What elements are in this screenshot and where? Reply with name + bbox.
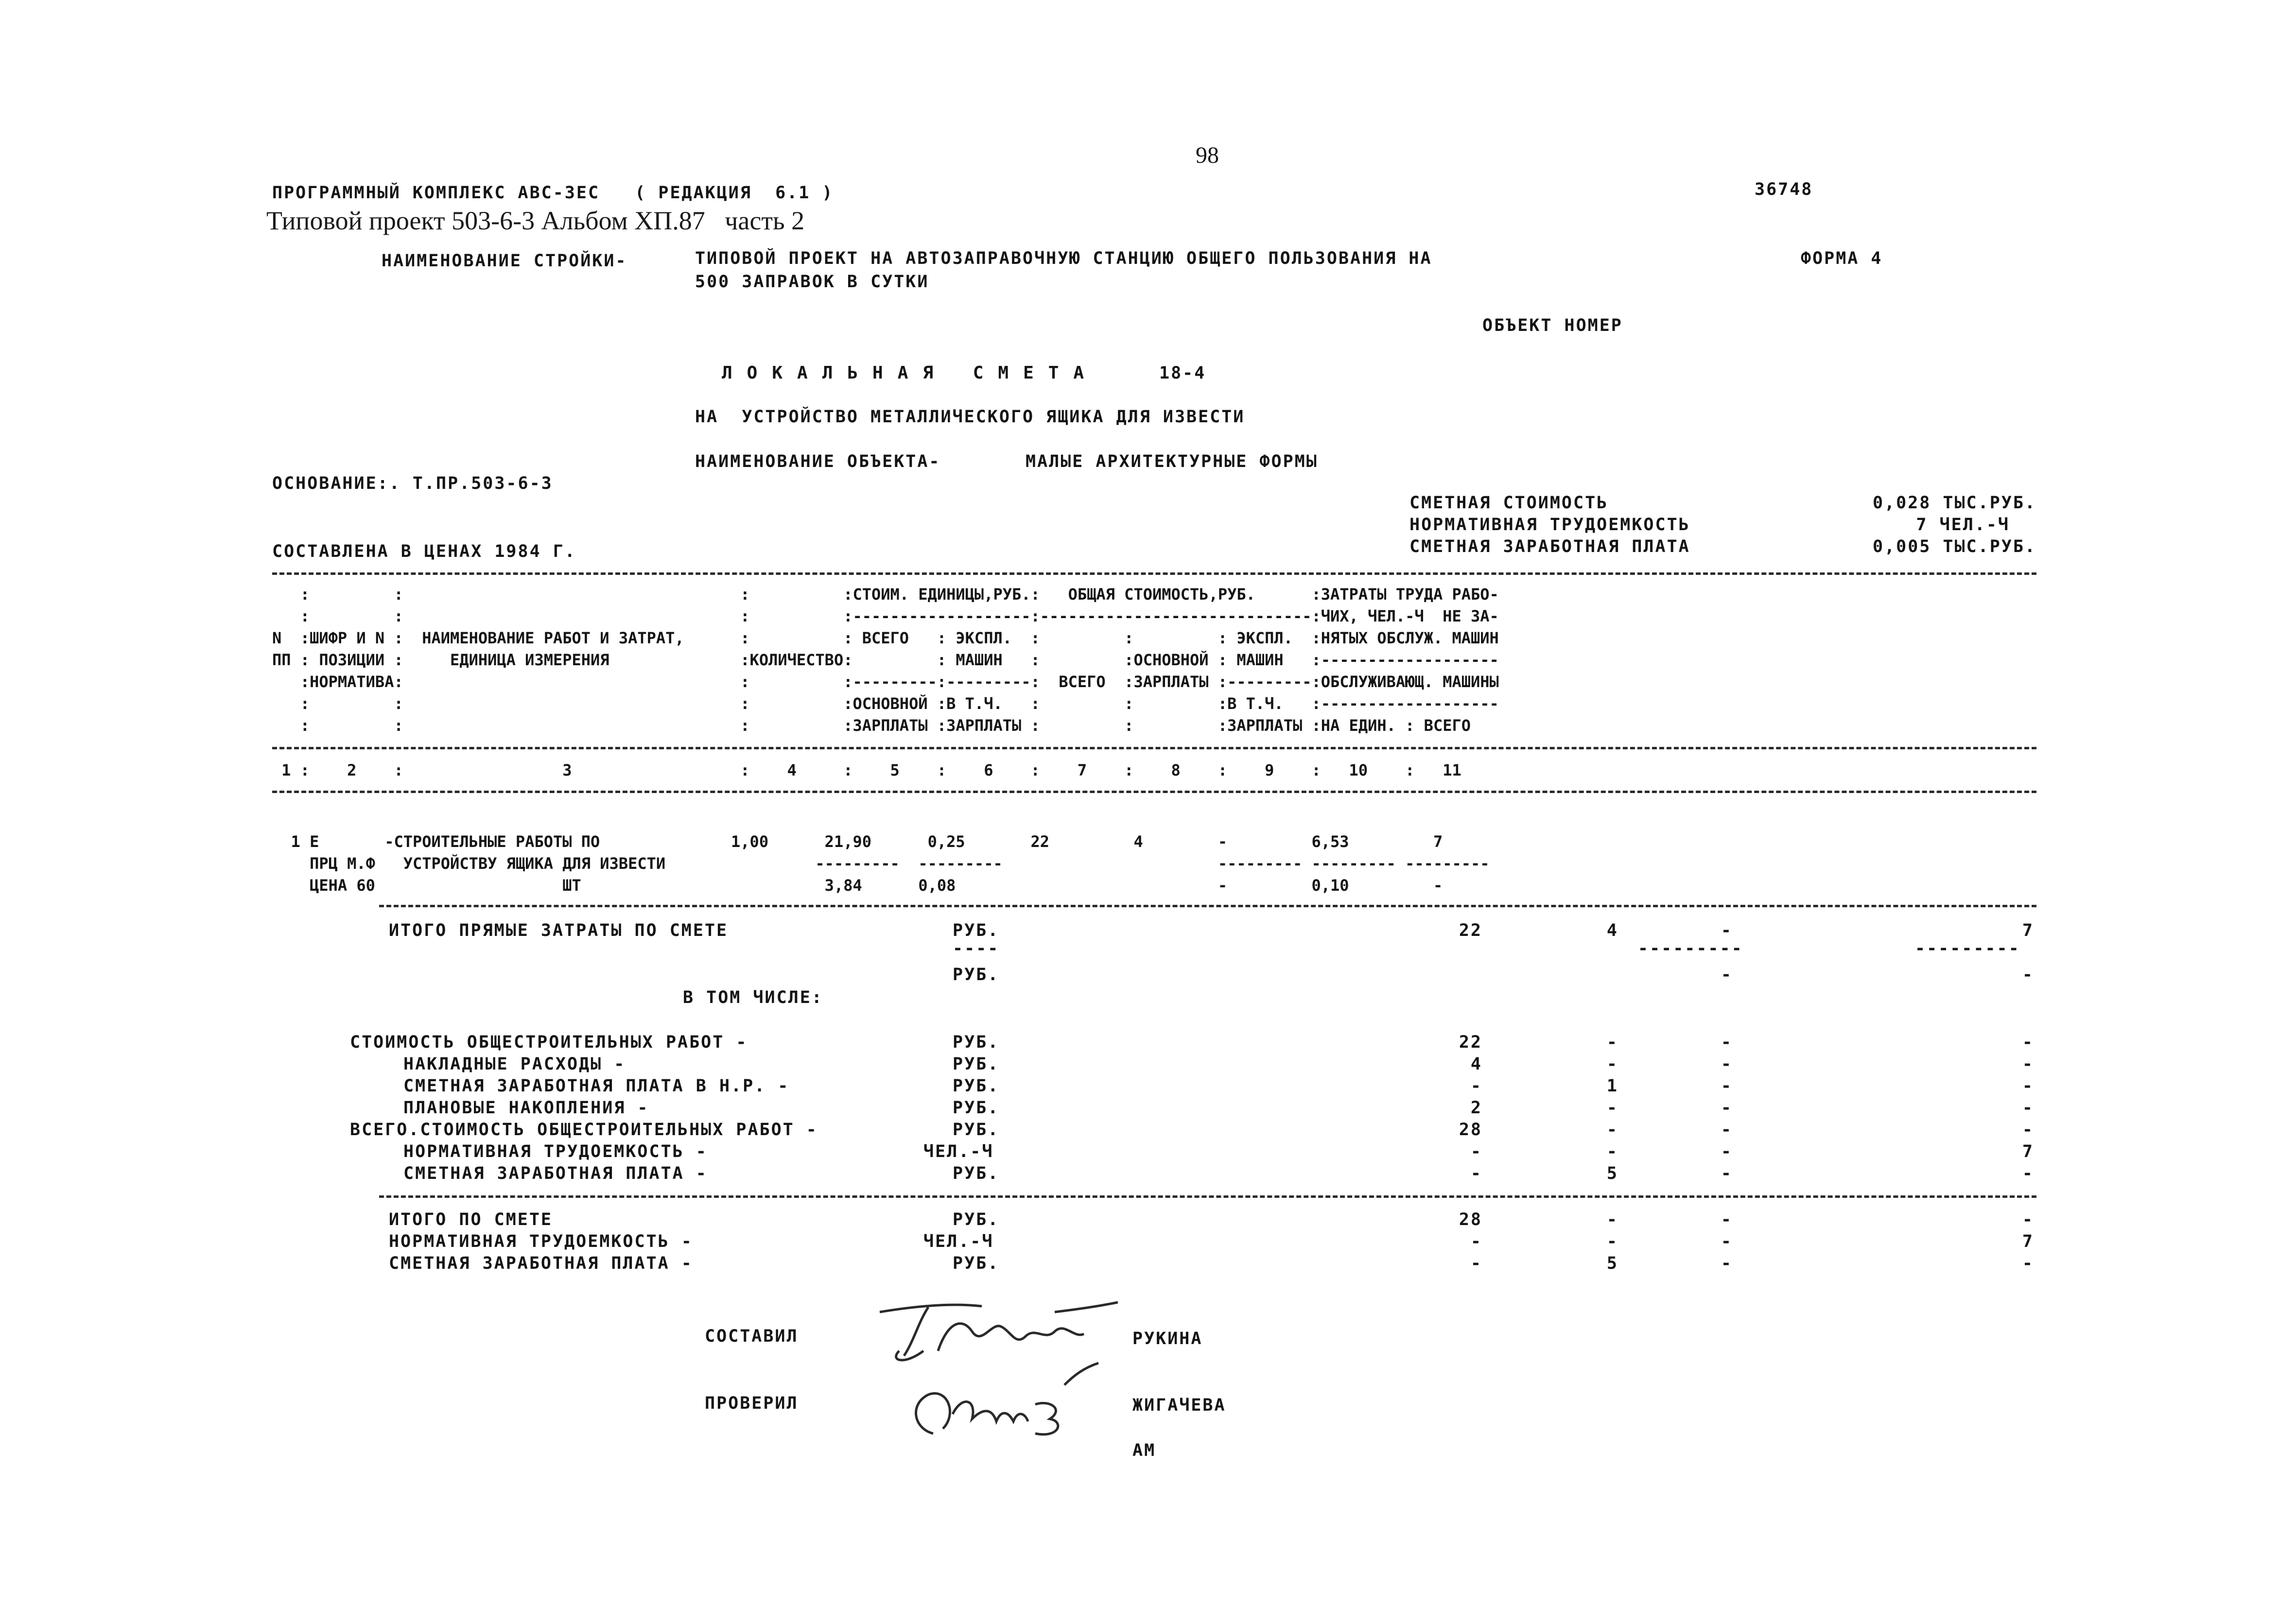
breakdown-total: - [1470,1142,1482,1161]
breakdown-machines: - [1721,1076,1733,1096]
footer-note: АМ [1132,1441,1156,1460]
breakdown-label: СТОИМОСТЬ ОБЩЕСТРОИТЕЛЬНЫХ РАБОТ - [350,1033,748,1052]
totals-total: - [1470,1232,1482,1251]
breakdown-labor: - [2022,1120,2034,1140]
breakdown-total: 22 [1459,1033,1482,1052]
direct-costs-label: ИТОГО ПРЯМЫЕ ЗАТРАТЫ ПО СМЕТЕ [389,921,729,940]
direct-costs-unit: РУБ. [953,921,1000,940]
prices-year: СОСТАВЛЕНА В ЦЕНАХ 1984 Г. [272,542,576,561]
form-label: ФОРМА 4 [1801,249,1883,268]
signature-name-compiled: РУКИНА [1132,1329,1203,1348]
breakdown-unit: РУБ. [953,1076,1000,1096]
signature-checked [904,1361,1108,1453]
breakdown-wages: 5 [1606,1164,1618,1183]
object-number: ОБЪЕКТ НОМЕР [1482,316,1623,335]
breakdown-machines: - [1721,1164,1733,1183]
construction-label: НАИМЕНОВАНИЕ СТРОЙКИ- [382,251,627,271]
breakdown-labor: - [2022,1164,2034,1183]
totals-label: ИТОГО ПО СМЕТЕ [389,1210,553,1229]
dash-mark: --------- [1638,939,1743,958]
breakdown-labor: - [2022,1098,2034,1118]
breakdown-wages: - [1606,1142,1618,1161]
direct-costs-total: 22 [1459,921,1482,940]
totals-machines: - [1721,1232,1733,1251]
signature-role-checked: ПРОВЕРИЛ [705,1394,799,1413]
breakdown-total: 28 [1459,1120,1482,1140]
summary-value-cost: 0,028 ТЫС.РУБ. [1872,493,2036,513]
construction-name-1: ТИПОВОЙ ПРОЕКТ НА АВТОЗАПРАВОЧНУЮ СТАНЦИЮ ОБЩЕГО ПОЛЬЗОВАНИЯ НА [695,249,1432,268]
dash-mark: ---- [953,939,1000,958]
breakdown-machines: - [1721,1098,1733,1118]
breakdown-unit: РУБ. [953,1033,1000,1052]
direct-costs-labor: 7 [2022,921,2034,940]
totals-unit: ЧЕЛ.-Ч [923,1232,994,1251]
totals-label: СМЕТНАЯ ЗАРАБОТНАЯ ПЛАТА - [389,1254,693,1273]
table-header-line: ПП : ПОЗИЦИИ : ЕДИНИЦА ИЗМЕРЕНИЯ :КОЛИЧЕСТВО: : МАШИН : :ОСНОВНОЙ : МАШИН :------------------- [272,651,1499,669]
breakdown-wages: - [1606,1054,1618,1074]
breakdown-labor: - [2022,1054,2034,1074]
breakdown-wages: - [1606,1098,1618,1118]
breakdown-machines: - [1721,1142,1733,1161]
software-line: ПРОГРАММНЫЙ КОМПЛЕКС АВС-3ЕС ( РЕДАКЦИЯ 6.1 ) [272,183,834,203]
rule-item-bottom [379,905,2036,907]
totals-unit: РУБ. [953,1210,1000,1229]
direct-costs-sub-labor: - [2022,965,2034,985]
totals-wages: - [1606,1232,1618,1251]
breakdown-total: 2 [1470,1098,1482,1118]
totals-machines: - [1721,1254,1733,1273]
totals-labor: - [2022,1254,2034,1273]
totals-unit: РУБ. [953,1254,1000,1273]
rule-top [272,572,2036,575]
breakdown-label: СМЕТНАЯ ЗАРАБОТНАЯ ПЛАТА В Н.Р. - [403,1076,790,1096]
breakdown-wages: - [1606,1120,1618,1140]
item-line: ПРЦ М.Ф УСТРОЙСТВУ ЯЩИКА ДЛЯ ИЗВЕСТИ --------- --------- --------- --------- --------- [272,854,1490,873]
breakdown-label: СМЕТНАЯ ЗАРАБОТНАЯ ПЛАТА - [403,1164,708,1183]
breakdown-label: НОРМАТИВНАЯ ТРУДОЕМКОСТЬ - [403,1142,708,1161]
rule-header-bottom [272,747,2036,749]
including-label: В ТОМ ЧИСЛЕ: [683,988,823,1007]
project-line: Типовой проект 503-6-3 Альбом ХП.87 часть 2 [266,206,805,235]
rule-column-numbers [272,791,2036,793]
basis: ОСНОВАНИЕ:. Т.ПР.503-6-3 [272,474,553,493]
totals-total: - [1470,1254,1482,1273]
totals-total: 28 [1459,1210,1482,1229]
summary-value-wages: 0,005 ТЫС.РУБ. [1872,537,2036,556]
table-header-line: :НОРМАТИВА: : :---------:---------: ВСЕГО :ЗАРПЛАТЫ :---------:ОБСЛУЖИВАЮЩ. МАШИНЫ [272,673,1499,691]
object-name: МАЛЫЕ АРХИТЕКТУРНЫЕ ФОРМЫ [1026,452,1318,471]
breakdown-labor: - [2022,1033,2034,1052]
rule-totals-top [379,1195,2036,1198]
breakdown-unit: РУБ. [953,1098,1000,1118]
object-label: НАИМЕНОВАНИЕ ОБЪЕКТА- [695,452,941,471]
table-header-line: N :ШИФР И N : НАИМЕНОВАНИЕ РАБОТ И ЗАТРАТ, : : ВСЕГО : ЭКСПЛ. : : : ЭКСПЛ. :НЯТЫХ ОБСЛУЖ. МАШИН [272,629,1499,647]
construction-name-2: 500 ЗАПРАВОК В СУТКИ [695,272,929,292]
direct-costs-wages: 4 [1606,921,1618,940]
table-header-line: : : : :ОСНОВНОЙ :В Т.Ч. : : :В Т.Ч. :------------------- [272,694,1499,713]
breakdown-label: НАКЛАДНЫЕ РАСХОДЫ - [403,1054,626,1074]
breakdown-unit: РУБ. [953,1120,1000,1140]
dash-mark: --------- [1915,939,2020,958]
breakdown-wages: 1 [1606,1076,1618,1096]
breakdown-labor: 7 [2022,1142,2034,1161]
estimate-subject: НА УСТРОЙСТВО МЕТАЛЛИЧЕСКОГО ЯЩИКА ДЛЯ ИЗВЕСТИ [695,407,1245,427]
breakdown-total: 4 [1470,1054,1482,1074]
item-line: 1 Е -СТРОИТЕЛЬНЫЕ РАБОТЫ ПО 1,00 21,90 0,25 22 4 - 6,53 7 [272,832,1443,851]
direct-costs-sub-machines: - [1721,965,1733,985]
table-header-line: : : : :СТОИМ. ЕДИНИЦЫ,РУБ.: ОБЩАЯ СТОИМОСТЬ,РУБ. :ЗАТРАТЫ ТРУДА РАБО- [272,585,1499,604]
summary-label-labor: НОРМАТИВНАЯ ТРУДОЕМКОСТЬ [1409,515,1690,535]
breakdown-label: ВСЕГО.СТОИМОСТЬ ОБЩЕСТРОИТЕЛЬНЫХ РАБОТ - [350,1120,818,1140]
breakdown-unit: РУБ. [953,1054,1000,1074]
breakdown-total: - [1470,1076,1482,1096]
breakdown-unit: ЧЕЛ.-Ч [923,1142,994,1161]
breakdown-machines: - [1721,1033,1733,1052]
breakdown-machines: - [1721,1120,1733,1140]
signature-role-compiled: СОСТАВИЛ [705,1327,799,1346]
breakdown-machines: - [1721,1054,1733,1074]
totals-wages: - [1606,1210,1618,1229]
totals-machines: - [1721,1210,1733,1229]
breakdown-total: - [1470,1164,1482,1183]
table-header-line: : : : :ЗАРПЛАТЫ :ЗАРПЛАТЫ : : :ЗАРПЛАТЫ :НА ЕДИН. : ВСЕГО [272,716,1471,735]
doc-code: 36748 [1755,180,1813,199]
summary-value-labor: 7 ЧЕЛ.-Ч [1916,515,2010,535]
direct-costs-sub-unit: РУБ. [953,965,1000,985]
totals-labor: 7 [2022,1232,2034,1251]
breakdown-wages: - [1606,1033,1618,1052]
breakdown-labor: - [2022,1076,2034,1096]
estimate-number: 18-4 [1159,363,1206,383]
signature-name-checked: ЖИГАЧЕВА [1132,1396,1226,1415]
totals-label: НОРМАТИВНАЯ ТРУДОЕМКОСТЬ - [389,1232,693,1251]
column-numbers: 1 : 2 : 3 : 4 : 5 : 6 : 7 : 8 : 9 : 10 : 11 [272,761,1461,779]
breakdown-unit: РУБ. [953,1164,1000,1183]
estimate-title: ЛОКАЛЬНАЯ СМЕТА [722,363,1099,383]
totals-wages: 5 [1606,1254,1618,1273]
table-header-line: : : : :-------------------:-----------------------------:ЧИХ, ЧЕЛ.-Ч НЕ ЗА- [272,607,1499,625]
totals-labor: - [2022,1210,2034,1229]
page-number: 98 [1196,142,1219,168]
item-line: ЦЕНА 60 ШТ 3,84 0,08 - 0,10 - [272,876,1443,895]
summary-label-cost: СМЕТНАЯ СТОИМОСТЬ [1409,493,1609,513]
direct-costs-machines: - [1721,921,1733,940]
breakdown-label: ПЛАНОВЫЕ НАКОПЛЕНИЯ - [403,1098,649,1118]
summary-label-wages: СМЕТНАЯ ЗАРАБОТНАЯ ПЛАТА [1409,537,1690,556]
signature-compiled [870,1293,1123,1370]
